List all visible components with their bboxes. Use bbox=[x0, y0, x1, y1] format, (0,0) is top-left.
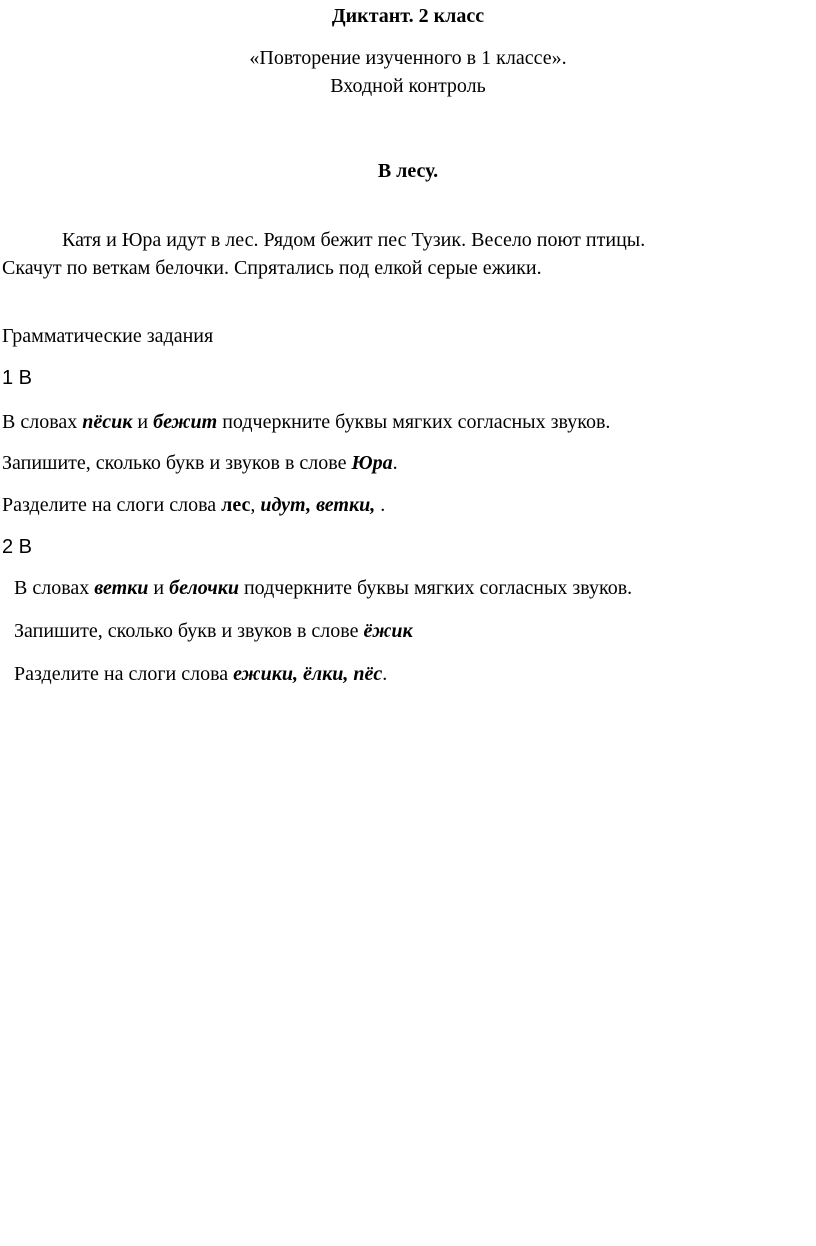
variant-2-label: 2 В bbox=[2, 536, 33, 558]
variant-2-task-3 bbox=[14, 662, 387, 686]
variant-1-task-2 bbox=[2, 451, 398, 475]
emphasized-word: Юра bbox=[351, 452, 393, 474]
task-text: подчеркните буквы мягких согласных звуков. bbox=[217, 411, 611, 433]
emphasized-word: ёжик bbox=[363, 620, 413, 642]
document-subtitle-control: Входной контроль bbox=[330, 75, 486, 97]
emphasized-words: идут, ветки, bbox=[260, 494, 376, 516]
task-text: , bbox=[250, 494, 261, 516]
emphasized-word: бежит bbox=[153, 411, 218, 433]
task-text: В словах bbox=[14, 577, 95, 599]
dictation-title: В лесу. bbox=[377, 160, 439, 182]
task-text: Запишите, сколько букв и звуков в слове bbox=[14, 620, 364, 642]
document-subtitle-topic: «Повторение изученного в 1 классе». bbox=[249, 47, 567, 69]
emphasized-word: ветки bbox=[94, 577, 149, 599]
task-text: подчеркните буквы мягких согласных звуков. bbox=[238, 577, 633, 599]
task-text: . bbox=[375, 494, 386, 516]
task-text: . bbox=[382, 663, 388, 685]
emphasized-word: пёсик bbox=[82, 411, 133, 433]
emphasized-word: белочки bbox=[169, 577, 239, 599]
emphasized-words: ежики, ёлки, пёс bbox=[233, 663, 383, 685]
task-text: В словах bbox=[2, 411, 83, 433]
emphasized-word: лес bbox=[221, 494, 251, 516]
document-title: Диктант. 2 класс bbox=[331, 5, 485, 27]
task-text: Запишите, сколько букв и звуков в слове bbox=[2, 452, 352, 474]
variant-2-task-1 bbox=[14, 576, 632, 600]
task-text: Разделите на слоги слова bbox=[14, 663, 234, 685]
dictation-text-line-1: Катя и Юра идут в лес. Рядом бежит пес Тузик. Весело поют птицы. bbox=[62, 229, 646, 251]
variant-1-label: 1 В bbox=[2, 367, 33, 389]
task-text: Разделите на слоги слова bbox=[2, 494, 222, 516]
task-text: . bbox=[392, 452, 398, 474]
variant-1-task-3 bbox=[2, 493, 385, 517]
task-text: и bbox=[148, 577, 170, 599]
dictation-text-line-2: Скачут по веткам белочки. Спрятались под елкой серые ежики. bbox=[2, 257, 542, 279]
grammar-heading: Грамматические задания bbox=[2, 325, 214, 347]
variant-1-task-1 bbox=[2, 410, 610, 434]
variant-2-task-2 bbox=[14, 619, 413, 643]
task-text: и bbox=[132, 411, 154, 433]
